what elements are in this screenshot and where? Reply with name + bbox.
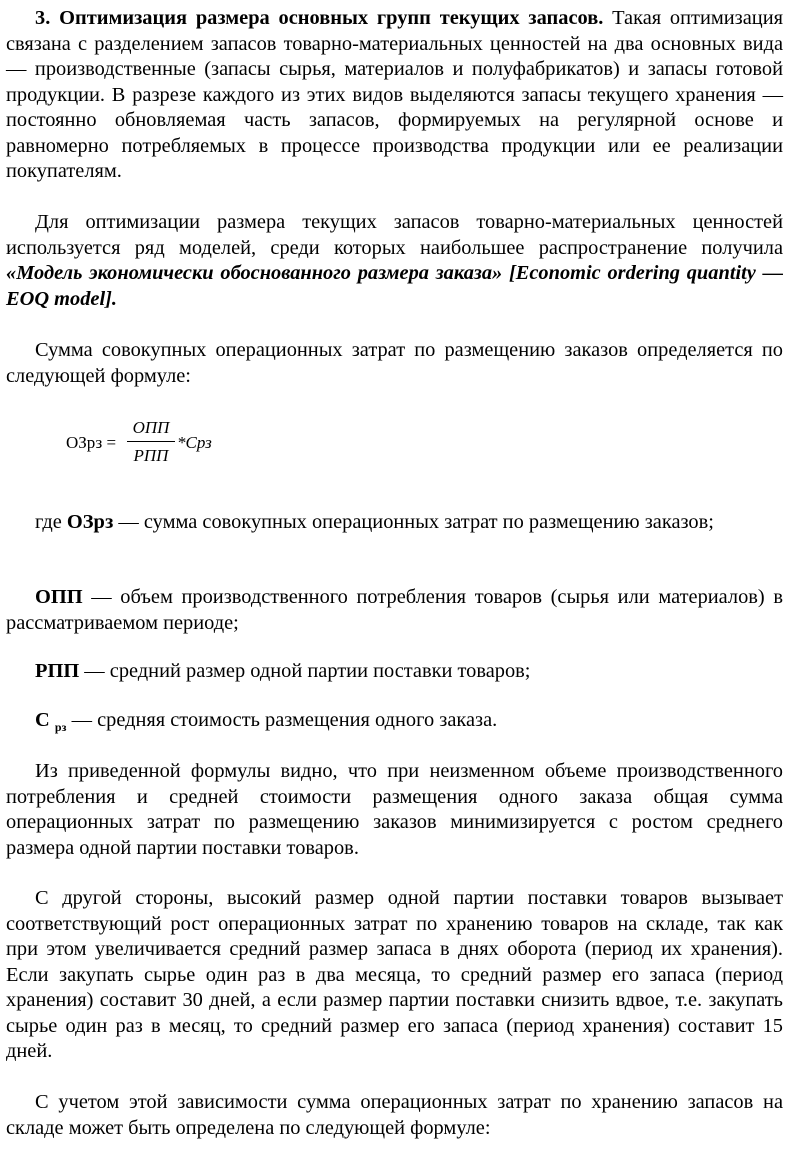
formula-fraction	[127, 417, 175, 467]
formula-numerator: ОПП	[132, 418, 170, 437]
definition-srz	[6, 708, 783, 736]
paragraph-text: Такая оптимизация связана с разделением запасов товарно-материальных ценностей на два основных вида — производственные (запасы сырья, материалов и полуфабрикатов) и запасы готовой продукции. В разрезе каждого из этих видов выделяются запасы текущего хранения — постоянно обновляемая часть запасов, формируемых на регулярной основе и равномерно потребляемых в процессе производства продукции или ее реализации покупателям.	[6, 7, 783, 182]
model-name-emphasis: «Модель экономически обоснованного размера заказа» [Economic ordering quantity — EOQ model].	[6, 262, 783, 310]
section-heading: 3. Оптимизация размера основных групп текущих запасов.	[35, 7, 604, 29]
paragraph-formula-intro	[6, 338, 783, 389]
definition-text: — объем производственного потребления товаров (сырья или материалов) в рассматриваемом периоде;	[6, 586, 783, 634]
definition-term: ОПП	[35, 586, 83, 608]
definition-term: С	[35, 709, 50, 731]
definition-text: — средний размер одной партии поставки товаров;	[79, 660, 531, 682]
paragraph-formula-conclusion	[6, 759, 783, 861]
formula-lhs: ОЗрз =	[66, 433, 117, 452]
definition-term-subscript: рз	[54, 720, 67, 734]
formula-order-costs	[66, 417, 236, 473]
paragraph-text: Для оптимизации размера текущих запасов товарно-материальных ценностей используется ряд моделей, среди которых наибольшее распространение получила	[6, 211, 783, 259]
definition-text: — сумма совокупных операционных затрат по размещению заказов;	[113, 511, 714, 533]
paragraph-text: Сумма совокупных операционных затрат по размещению заказов определяется по следующей формуле:	[6, 339, 783, 387]
definition-ozrz	[6, 510, 783, 536]
paragraph-text: С другой стороны, высокий размер одной партии поставки товаров вызывает соответствующий рост операционных затрат по хранению товаров на складе, так как при этом увеличивается средний размер запаса в днях оборота (период их хранения). Если закупать сырье один раз в два месяца, то средний размер его запаса (период хранения) составит 30 дней, а если размер партии поставки снизить вдвое, т.е. закупать сырье один раз в месяц, то средний размер его запаса (период хранения) составит 15 дней.	[6, 887, 783, 1062]
paragraph-text: С учетом этой зависимости сумма операционных затрат по хранению запасов на складе может быть определена по следующей формуле:	[6, 1091, 783, 1139]
paragraph-storage-costs	[6, 886, 783, 1065]
paragraph-text: Из приведенной формулы видно, что при неизменном объеме производственного потребления и средней стоимости размещения одного заказа общая сумма операционных затрат по размещению заказов минимизируется с ростом среднего размера одной партии поставки товаров.	[6, 760, 783, 859]
definition-term: РПП	[35, 660, 80, 682]
paragraph-storage-formula-intro	[6, 1090, 783, 1141]
definition-prefix: где	[35, 511, 67, 533]
definition-opp	[6, 585, 783, 636]
definition-term: ОЗрз	[66, 511, 114, 533]
paragraph-models	[6, 210, 783, 312]
formula-denominator: РПП	[133, 446, 169, 465]
paragraph-section-3	[6, 6, 783, 185]
fraction-bar	[127, 441, 175, 442]
definition-text: — средняя стоимость размещения одного заказа.	[66, 709, 498, 731]
definition-rpp	[6, 659, 783, 685]
formula-rhs: *Срз	[177, 433, 212, 452]
